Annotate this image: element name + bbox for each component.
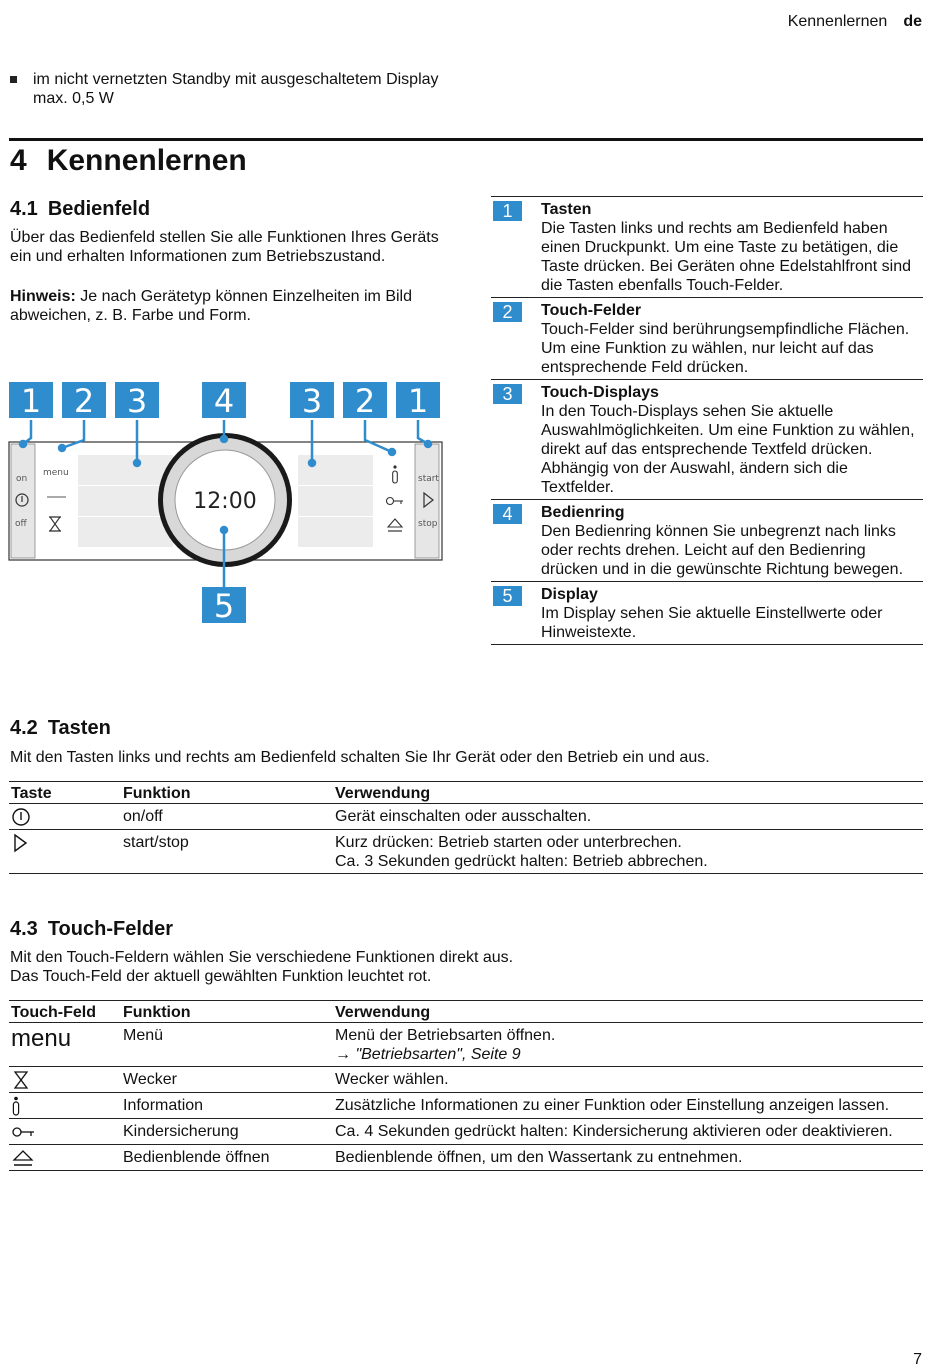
key-icon xyxy=(11,1122,37,1142)
touch-display-right-top xyxy=(298,455,373,485)
paragraph-line: Mit den Touch-Feldern wählen Sie verschiedene Funktionen direkt aus. xyxy=(10,949,514,966)
table-cell: start/stop xyxy=(121,830,333,874)
section-number: 4.1 xyxy=(10,198,38,220)
table-cell xyxy=(333,1023,923,1067)
table-cell: Zusätzliche Informationen zu einer Funktion oder Einstellung anzeigen lassen. xyxy=(333,1093,923,1119)
table-cell-icon xyxy=(9,1023,121,1067)
running-head xyxy=(788,12,922,31)
table-cell-icon xyxy=(9,804,121,830)
table-cell-icon xyxy=(9,830,121,874)
table-cell: Menü xyxy=(121,1023,333,1067)
legend-text: Die Tasten links und rechts am Bedienfeld haben einen Druckpunkt. Um eine Taste zu betätigen, die Taste drücken. Bei Geräten ohne Edelstahlfront sind die Tasten ebenfalls Touch-Felder. xyxy=(541,220,911,294)
right-key-strip xyxy=(415,444,439,558)
legend-badge: 4 xyxy=(493,504,522,524)
table-header: Taste xyxy=(9,782,121,804)
callout-label-3b: 3 xyxy=(301,382,323,420)
section-title-text: Bedienfeld xyxy=(47,198,151,220)
table-row xyxy=(9,804,923,830)
chapter-rule xyxy=(9,138,923,141)
legend-title: Touch-Displays xyxy=(541,384,659,401)
legend-title: Bedienring xyxy=(541,504,625,521)
legend-text: Im Display sehen Sie aktuelle Einstellwerte oder Hinweistexte. xyxy=(541,605,883,641)
legend-text: Den Bedienring können Sie unbegrenzt nach links oder rechts drehen. Leicht auf den Bedienring drücken und in die gewünschte Richtung bewegen. xyxy=(541,523,904,578)
display-time: 12:00 xyxy=(193,489,257,514)
callout-label-2: 2 xyxy=(73,382,95,420)
table-row xyxy=(9,1023,923,1067)
table-cell: Bedienblende öffnen, um den Wassertank zu entnehmen. xyxy=(333,1145,923,1171)
running-head-section: Kennenlernen xyxy=(787,13,888,30)
legend-title: Touch-Felder xyxy=(541,302,642,319)
legend-item xyxy=(491,581,923,645)
paragraph-line: Das Touch-Feld der aktuell gewählten Funktion leuchtet rot. xyxy=(10,968,432,985)
callout-label-5: 5 xyxy=(213,587,235,625)
legend-badge: 5 xyxy=(493,586,522,606)
table-cell: Information xyxy=(121,1093,333,1119)
section-4-2-text: Mit den Tasten links und rechts am Bedienfeld schalten Sie Ihr Gerät oder den Betrieb ein und aus. xyxy=(10,749,710,766)
running-head-lang: de xyxy=(903,13,922,30)
section-4-1-title xyxy=(10,197,150,221)
legend-item xyxy=(491,379,923,499)
callout-label-2b: 2 xyxy=(354,382,376,420)
legend-text: Touch-Felder sind berührungsempfindliche Flächen. Um eine Funktion zu wählen, nur leicht auf das entsprechende Feld drücken. xyxy=(541,321,910,376)
table-cell: Kindersicherung xyxy=(121,1119,333,1145)
menu-label: menu xyxy=(43,468,69,478)
section-number: 4.3 xyxy=(10,918,38,940)
table-header-row xyxy=(9,1001,923,1023)
section-4-2-title xyxy=(10,716,111,740)
play-icon xyxy=(11,833,33,853)
table-row xyxy=(9,1145,923,1171)
stop-label: stop xyxy=(418,519,438,529)
legend-badge: 3 xyxy=(493,384,522,404)
table-cell: Wecker xyxy=(121,1067,333,1093)
table-cell: Gerät einschalten oder ausschalten. xyxy=(333,804,923,830)
touch-display-right-bottom xyxy=(298,517,373,547)
control-panel-svg xyxy=(8,380,444,625)
section-4-3-text xyxy=(10,948,513,986)
usage-line: Kurz drücken: Betrieb starten oder unterbrechen. xyxy=(335,834,682,851)
tasten-table xyxy=(9,781,923,874)
cross-reference-link[interactable]: → "Betriebsarten", Seite 9 xyxy=(335,1046,521,1063)
bullet-text: im nicht vernetzten Standby mit ausgeschaltetem Display max. 0,5 W xyxy=(33,71,439,107)
info-icon xyxy=(11,1096,33,1116)
hint-label: Hinweis: xyxy=(10,288,76,305)
touch-display-left-top xyxy=(78,455,173,485)
chapter-title xyxy=(10,143,247,179)
table-header-row xyxy=(9,782,923,804)
chapter-title-text: Kennenlernen xyxy=(46,144,247,177)
table-row xyxy=(9,1119,923,1145)
callout-label-1b: 1 xyxy=(407,382,429,420)
legend-list xyxy=(491,196,923,645)
menu-icon-text: menu xyxy=(11,1025,72,1052)
table-header: Verwendung xyxy=(333,1001,923,1023)
eject-icon xyxy=(11,1148,37,1168)
section-number: 4.2 xyxy=(10,717,38,739)
off-label: off xyxy=(15,519,27,529)
table-cell: on/off xyxy=(121,804,333,830)
legend-item xyxy=(491,196,923,297)
start-label: start xyxy=(418,474,439,484)
hint-paragraph xyxy=(10,287,450,325)
bullet-square-icon xyxy=(10,76,17,83)
touch-display-right-mid xyxy=(298,486,373,516)
table-row xyxy=(9,1093,923,1119)
bullet-item xyxy=(10,70,450,108)
table-cell xyxy=(333,830,923,874)
on-label: on xyxy=(16,474,28,484)
section-4-3-title xyxy=(10,917,173,941)
legend-badge: 1 xyxy=(493,201,522,221)
table-cell-icon xyxy=(9,1067,121,1093)
table-cell-icon xyxy=(9,1093,121,1119)
legend-item xyxy=(491,499,923,581)
table-header: Funktion xyxy=(121,782,333,804)
section-title-text: Touch-Felder xyxy=(47,918,173,940)
callout-label-4: 4 xyxy=(213,382,235,420)
table-cell: Wecker wählen. xyxy=(333,1067,923,1093)
table-cell-icon xyxy=(9,1145,121,1171)
table-cell: Ca. 4 Sekunden gedrückt halten: Kindersicherung aktivieren oder deaktivieren. xyxy=(333,1119,923,1145)
legend-badge: 2 xyxy=(493,302,522,322)
callout-label-1: 1 xyxy=(20,382,42,420)
legend-item xyxy=(491,297,923,379)
touch-felder-table xyxy=(9,1000,923,1171)
page-number: 7 xyxy=(913,1351,922,1368)
usage-line: Menü der Betriebsarten öffnen. xyxy=(335,1027,556,1044)
legend-title: Display xyxy=(541,586,598,603)
table-header: Verwendung xyxy=(333,782,923,804)
table-header: Touch-Feld xyxy=(9,1001,121,1023)
legend-title: Tasten xyxy=(541,201,592,218)
callout-label-3: 3 xyxy=(126,382,148,420)
table-cell-icon xyxy=(9,1119,121,1145)
usage-line: Ca. 3 Sekunden gedrückt halten: Betrieb abbrechen. xyxy=(335,853,708,870)
legend-text: In den Touch-Displays sehen Sie aktuelle Auswahlmöglichkeiten. Um eine Funktion zu wählen, direkt auf das entsprechende Textfeld drücken. Abhängig von der Auswahl, ändern sich die Textfelder. xyxy=(541,403,915,496)
control-panel-diagram xyxy=(8,380,444,625)
table-row xyxy=(9,830,923,874)
chapter-number: 4 xyxy=(10,144,27,177)
table-header: Funktion xyxy=(121,1001,333,1023)
hint-text: Je nach Gerätetyp können Einzelheiten im Bild abweichen, z. B. Farbe und Form. xyxy=(10,288,412,324)
left-key-strip xyxy=(11,444,35,558)
section-title-text: Tasten xyxy=(47,717,111,739)
table-cell: Bedienblende öffnen xyxy=(121,1145,333,1171)
touch-display-left-bottom xyxy=(78,517,173,547)
section-4-1-text: Über das Bedienfeld stellen Sie alle Funktionen Ihres Geräts ein und erhalten Informationen zum Betriebszustand. xyxy=(10,229,439,265)
table-row xyxy=(9,1067,923,1093)
hourglass-icon xyxy=(11,1070,33,1090)
power-icon xyxy=(11,807,33,827)
